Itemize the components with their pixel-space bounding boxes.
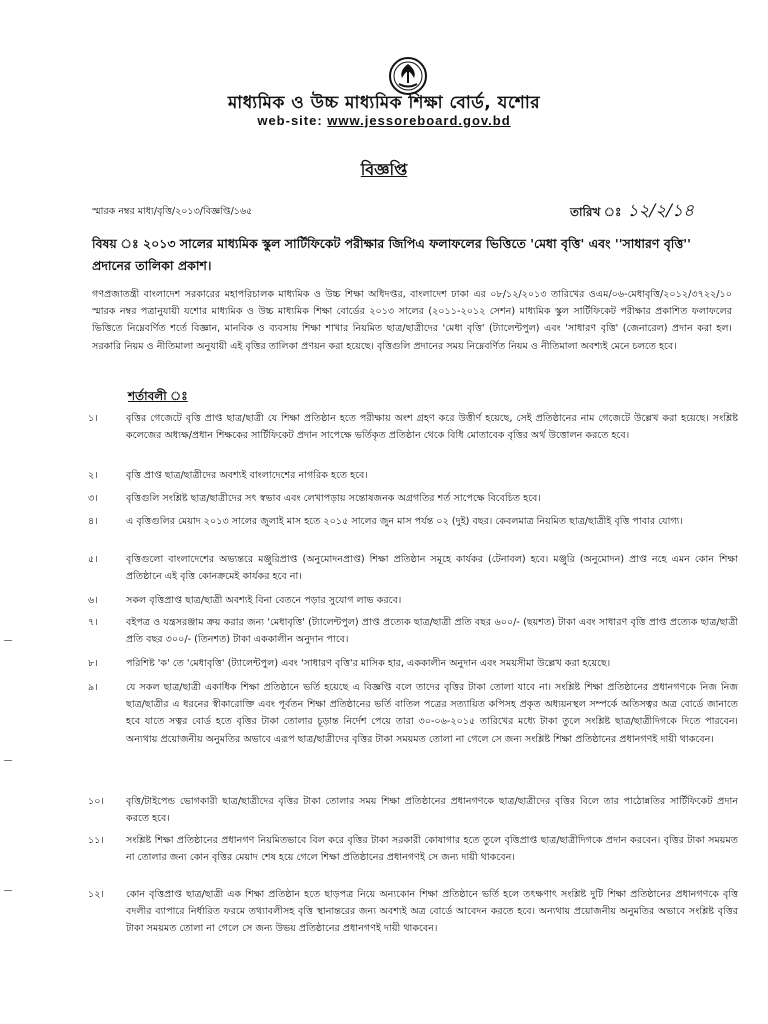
website-line (0, 113, 768, 128)
condition-text: বৃত্তির গেজেটে বৃত্তি প্রাপ্ত ছাত্র/ছাত্রী যে শিক্ষা প্রতিষ্ঠান হতে পরীক্ষায় অংশ গ্রহণ করে উত্তীর্ণ হয়েছে, সেই প্রতিষ্ঠানের নাম গেজেটে উল্লেখ করা হয়েছে। সংশ্লিষ্ট কলেজের অধ্যক্ষ/প্রধান শিক্ষকের সার্টিফিকেট প্রদান সাপেক্ষে ভর্তিকৃত প্রতিষ্ঠান থেকে বিধি মোতাবেক বৃত্তির অর্থ উত্তোলন করতে হবে। (126, 413, 738, 442)
condition-number: ১২। (88, 889, 104, 900)
condition-number: ১। (88, 413, 98, 424)
notice-date (570, 198, 694, 226)
subject (92, 233, 732, 277)
condition-text: বইপত্র ও যন্ত্রসরঞ্জাম ক্রয় করার জন্য 'মেধাবৃত্তি' (ট্যালেন্টপুল) প্রাপ্ত প্রত্যেক ছাত্র/ছাত্রী প্রতি বছর ৬০০/- (ছয়শত) টাকা এবং সাধারণ বৃত্তি প্রাপ্ত প্রত্যেক ছাত্র/ছাত্রী প্রতি বছর ৩০০/- (তিনশত) টাকা এককালীন অনুদান পাবে। (126, 617, 738, 646)
condition-number: ৫। (88, 554, 98, 565)
scan-edge-mark (4, 640, 12, 641)
conditions-heading: শর্তাবলী ঃ (128, 389, 188, 403)
condition-number: ১১। (88, 835, 104, 846)
memo-number: স্মারক নম্বর মাধ্য/বৃত্তি/২০১৩/বিজ্ঞপ্তি/১৬৫ (92, 206, 253, 217)
date-value: ১২/২/১৪ (627, 201, 695, 221)
condition-text: বৃত্তিগুলো বাংলাদেশের অভ্যন্তরে মঞ্জুরিপ্রাপ্ত (অনুমোদনপ্রাপ্ত) শিক্ষা প্রতিষ্ঠান সমূহে কার্যকর (টেনাবল) হবে। মঞ্জুরি (অনুমোদন) প্রাপ্ত নহে এমন কোন শিক্ষা প্রতিষ্ঠানে এই বৃত্তি কোনক্রমেই কার্যকর হবে না। (126, 554, 738, 583)
website-url[interactable]: www.jessoreboard.gov.bd (327, 113, 511, 128)
date-label: তারিখ ঃ (570, 205, 622, 219)
board-name: মাধ্যমিক ও উচ্চ মাধ্যমিক শিক্ষা বোর্ড, যশোর (227, 93, 541, 113)
condition-number: ৬। (88, 595, 98, 606)
subject-text: ২০১৩ সালের মাধ্যমিক স্কুল সার্টিফিকেট পরীক্ষার জিপিএ ফলাফলের ভিত্তিতে 'মেধা বৃত্তি' এবং ''সাধারণ বৃত্তি'' প্রদানের তালিকা প্রকাশ। (92, 236, 691, 273)
subject-label: বিষয় ঃ (92, 236, 139, 251)
condition-number: ২। (88, 470, 98, 481)
condition-number: ৭। (88, 617, 98, 628)
condition-text: কোন বৃত্তিপ্রাপ্ত ছাত্র/ছাত্রী এক শিক্ষা প্রতিষ্ঠান হতে ছাড়পত্র নিয়ে অন্যকোন শিক্ষা প্রতিষ্ঠানে ভর্তি হলে তৎক্ষণাৎ সংশ্লিষ্ট দুটি শিক্ষা প্রতিষ্ঠানের প্রধানগণকে বৃত্তি বদলীর ব্যাপারে নির্ধারিত ফরমে তথ্যাবলীসহ বৃত্তি স্থানান্তরের জন্য অবশ্যই অত্র বোর্ডে আবেদন করতে হবে। অন্যথায় প্রয়োজনীয় অনুমতির অভাবে সংশ্লিষ্ট বৃত্তির টাকা সময়মত তোলা না গেলে সে জন্য উভয় প্রতিষ্ঠানের প্রধানগণই দায়ী থাকবেন। (126, 889, 738, 935)
condition-number: ১০। (88, 796, 104, 807)
condition-text: এ বৃত্তিগুলির মেয়াদ ২০১৩ সালের জুলাই মাস হতে ২০১৫ সালের জুন মাস পর্যন্ত ০২ (দুই) বছর। কেবলমাত্র নিয়মিত ছাত্র/ছাত্রীই বৃত্তি পাবার যোগ্য। (126, 516, 683, 527)
condition-text: বৃত্তিগুলি সংশ্লিষ্ট ছাত্র/ছাত্রীদের সৎ স্বভাব এবং লেখাপড়ায় সন্তোষজনক অগ্রগতির শর্ত সাপেক্ষে বিবেচিত হবে। (126, 493, 541, 504)
website-prefix: web-site: (257, 113, 328, 128)
notice-title: বিজ্ঞপ্তি (360, 160, 408, 179)
condition-number: ৪। (88, 516, 98, 527)
condition-text: বৃত্তি/টাইপেন্ড ভোগকারী ছাত্র/ছাত্রীদের বৃত্তির টাকা তোলার সময় শিক্ষা প্রতিষ্ঠানের প্রধানগণকে ছাত্র/ছাত্রীদের বৃত্তির বিলে তার পাঠোন্নতির সার্টিফিকেট প্রদান করতে হবে। (126, 796, 738, 825)
condition-text: পরিশিষ্ট 'ক' তে 'মেধাবৃত্তি' (ট্যালেন্টপুল) এবং 'সাধারণ বৃত্তি'র মাসিক হার, এককালীন অনুদান এবং সময়সীমা উল্লেখ করা হয়েছে। (126, 658, 611, 669)
condition-number: ৯। (88, 682, 98, 693)
condition-text: সকল বৃত্তিপ্রাপ্ত ছাত্র/ছাত্রী অবশ্যই বিনা বেতনে পড়ার সুযোগ লাভ করবে। (126, 595, 402, 606)
scan-edge-mark (4, 760, 12, 761)
intro-paragraph: গণপ্রজাতন্ত্রী বাংলাদেশ সরকারের মহাপরিচালক মাধ্যমিক ও উচ্চ শিক্ষা অধিদপ্তর, বাংলাদেশ ঢাকা এর ০৮/১২/২০১৩ তারিখের ওএম/০৬-মেধাবৃত্তি/২০১২/৩৭২২/১০ স্মারক নম্বর পত্রানুযায়ী যশোর মাধ্যমিক ও উচ্চ মাধ্যমিক শিক্ষা বোর্ডের ২০১৩ সালের (২০১১-২০১২ সেশন) মাধ্যমিক স্কুল সার্টিফিকেট পরীক্ষার প্রকাশিত ফলাফলের ভিত্তিতে নিম্নেবর্ণিত শর্তে বিজ্ঞান, মানবিক ও ব্যবসায় শিক্ষা শাখার নিয়মিত ছাত্র/ছাত্রীদের 'মেধা বৃত্তি' (ট্যালেন্টপুল) এবং 'সাধারণ বৃত্তি' (জেনারেল) প্রদান করা হল। সরকারি নিয়ম ও নীতিমালা অনুযায়ী এই বৃত্তির তালিকা প্রণয়ন করা হয়েছে। বৃত্তিগুলি প্রদানের সময় নিম্নেবর্ণিত নিয়ম ও নীতিমালা অবশ্যই মেনে চলতে হবে। (92, 289, 732, 352)
condition-text: যে সকল ছাত্র/ছাত্রী একাধিক শিক্ষা প্রতিষ্ঠানে ভর্তি হয়েছে এ বিজ্ঞপ্তি বলে তাদের বৃত্তির টাকা তোলা যাবে না। সংশ্লিষ্ট শিক্ষা প্রতিষ্ঠানের প্রধানগণকে নিজ নিজ ছাত্র/ছাত্রীর এ ধরনের স্বীকারোক্তি এবং পূর্বতন শিক্ষা প্রতিষ্ঠানের ভর্তি বাতিল পত্রের সত্যায়িত কপিসহ প্রকৃত অধ্যয়নস্থল সম্পর্কে অতিসত্বর অত্র বোর্ডে জানাতে হবে যাতে সত্বর বোর্ড হতে বৃত্তির টাকা তোলার চূড়ান্ত নির্দেশ পেয়ে তারা ৩০-০৬-২০১৫ তারিখের মধ্যে টাকা তুলে সংশ্লিষ্ট ছাত্র/ছাত্রীদিগকে দিতে পারবেন। অন্যথায় প্রয়োজনীয় অনুমতির অভাবে এরূপ ছাত্র/ছাত্রীদের বৃত্তির টাকা সময়মত তোলা না গেলে সে জন্য সংশ্লিষ্ট শিক্ষা প্রতিষ্ঠানের প্রধানগণই দায়ী থাকবেন। (126, 682, 738, 745)
condition-text: বৃত্তি প্রাপ্ত ছাত্র/ছাত্রীদের অবশ্যই বাংলাদেশের নাগরিক হতে হবে। (126, 470, 368, 481)
scan-edge-mark (4, 890, 12, 891)
condition-text: সংশ্লিষ্ট শিক্ষা প্রতিষ্ঠানের প্রধানগণ নিয়মিতভাবে বিল করে বৃত্তির টাকা সরকারী কোষাগার হতে তুলে বৃত্তিপ্রাপ্ত ছাত্র/ছাত্রীদিগকে প্রদান করবেন। বৃত্তির টাকা সময়মত না তোলার জন্য কোন বৃত্তির মেয়াদ শেষ হয়ে গেলে শিক্ষা প্রতিষ্ঠানের প্রধানগণই সে জন্য দায়ী থাকবেন। (126, 835, 738, 864)
condition-number: ৩। (88, 493, 98, 504)
condition-number: ৮। (88, 658, 98, 669)
